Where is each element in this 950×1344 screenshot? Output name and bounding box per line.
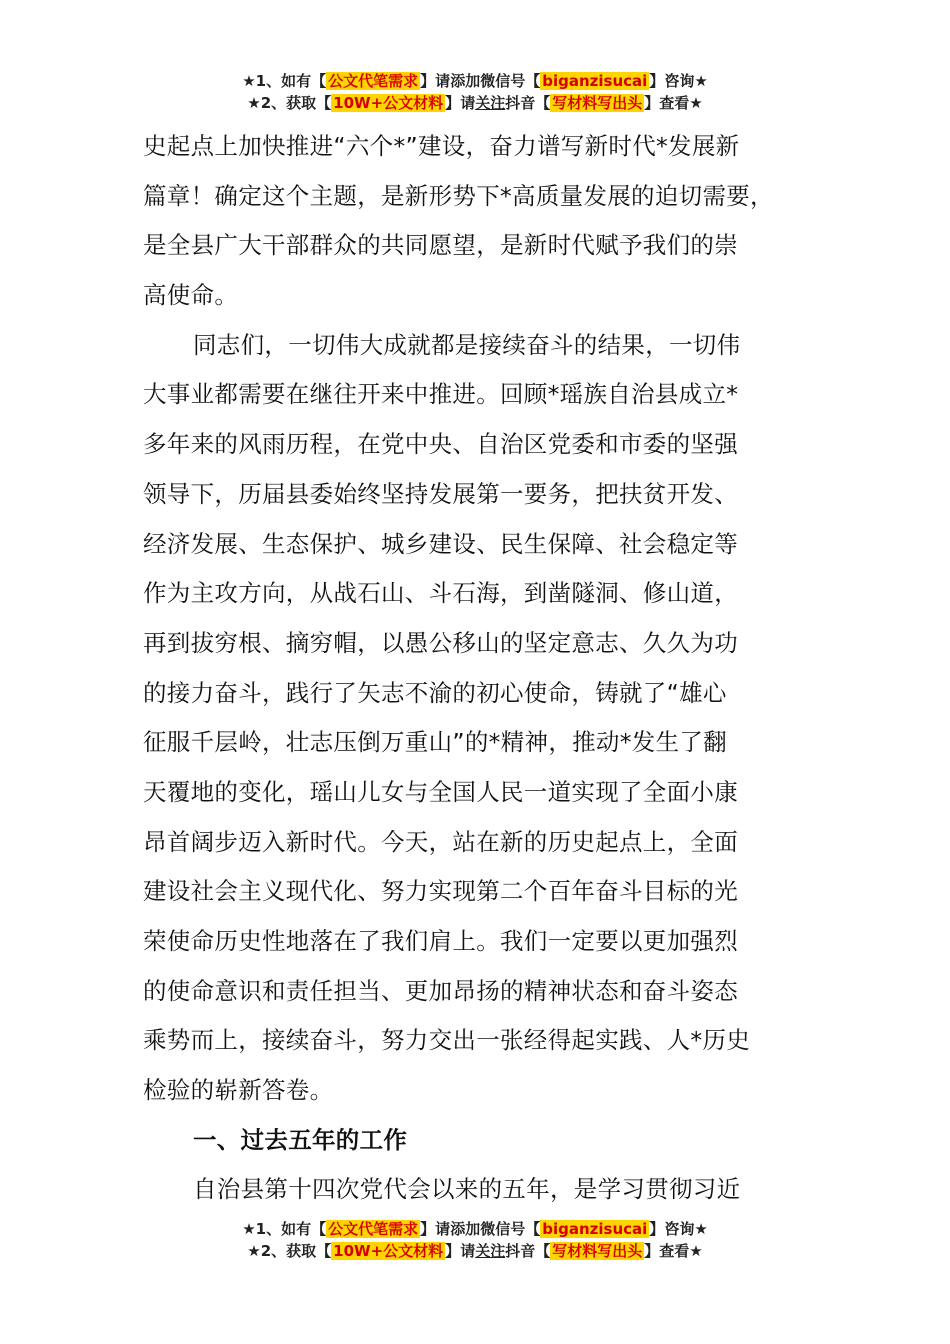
highlight-service: 公文代笔需求 [328, 1220, 419, 1238]
body-line: 领导下，历届县委始终坚持发展第一要务，把扶贫开发、 [143, 479, 738, 508]
body-line: 高使命。 [143, 281, 239, 310]
banner-text: 请 [460, 94, 476, 112]
banner-bracket: 【 [535, 94, 551, 112]
banner-bracket: 】 [445, 1242, 461, 1260]
banner-bracket: 】 [644, 1242, 660, 1260]
highlight-materials: 10W+公文材料 [333, 94, 444, 112]
highlight-wechat-id: biganzisucai [542, 1220, 648, 1238]
banner-bracket: 】 [649, 1220, 665, 1238]
highlight-service: 公文代笔需求 [328, 72, 419, 90]
body-line: 的使命意识和责任担当、更加昂扬的精神状态和奋斗姿态 [143, 976, 738, 1005]
banner-text: 咨询★ [664, 72, 708, 90]
body-line: 的接力奋斗，践行了矢志不渝的初心使命，铸就了“雄心 [143, 678, 727, 707]
body-line: 大事业都需要在继往开来中推进。回顾*瑶族自治县成立* [143, 380, 739, 409]
banner-bracket: 【 [525, 72, 541, 90]
banner-text: ★2、获取 [247, 1242, 317, 1260]
banner-line-1 [0, 1218, 950, 1240]
banner-bracket: 】 [445, 94, 461, 112]
banner-emphasis: 添加 [450, 1220, 481, 1238]
body-line: 昂首阔步迈入新时代。今天，站在新的历史起点上，全面 [143, 827, 738, 856]
body-line: 乘势而上，接续奋斗，努力交出一张经得起实践、人*历史 [143, 1026, 751, 1055]
body-line: 征服千层岭，壮志压倒万重山”的*精神，推动*发生了翻 [143, 728, 727, 757]
banner-text: ★2、获取 [247, 94, 317, 112]
banner-bracket: 】 [649, 72, 665, 90]
body-line: 再到拔穷根、摘穷帽，以愚公移山的坚定意志、久久为功 [143, 628, 738, 657]
banner-bracket: 【 [311, 1220, 327, 1238]
banner-bracket: 】 [420, 72, 436, 90]
banner-bracket: 】 [644, 94, 660, 112]
banner-bracket: 【 [316, 1242, 332, 1260]
highlight-douyin-account: 写材料写出头 [552, 1242, 643, 1260]
body-line: 自治县第十四次党代会以来的五年，是学习贯彻习近 [193, 1175, 741, 1204]
highlight-wechat-id: biganzisucai [542, 72, 648, 90]
body-line: 作为主攻方向，从战石山、斗石海，到凿隧洞、修山道， [143, 579, 738, 608]
document-body [143, 122, 823, 1215]
banner-emphasis: 添加 [450, 72, 481, 90]
body-line: 经济发展、生态保护、城乡建设、民生保障、社会稳定等 [143, 529, 738, 558]
banner-text: ★1、如有 [242, 1220, 312, 1238]
banner-text: 微信号 [480, 72, 526, 90]
banner-line-1 [0, 70, 950, 92]
banner-line-2 [0, 1240, 950, 1262]
footer-banner [0, 1218, 950, 1262]
body-line: 篇章！确定这个主题，是新形势下*高质量发展的迫切需要， [143, 181, 774, 210]
section-heading: 一、过去五年的工作 [193, 1125, 408, 1154]
banner-bracket: 】 [420, 1220, 436, 1238]
header-banner [0, 70, 950, 114]
banner-emphasis: 关注 [475, 94, 506, 112]
body-line: 建设社会主义现代化、努力实现第二个百年奋斗目标的光 [143, 877, 738, 906]
banner-emphasis: 关注 [475, 1242, 506, 1260]
body-line: 天覆地的变化，瑶山儿女与全国人民一道实现了全面小康 [143, 777, 738, 806]
banner-text: 查看★ [659, 94, 703, 112]
banner-line-2 [0, 92, 950, 114]
banner-bracket: 【 [535, 1242, 551, 1260]
body-line: 同志们，一切伟大成就都是接续奋斗的结果，一切伟 [193, 330, 741, 359]
body-line: 史起点上加快推进“六个*”建设，奋力谱写新时代*发展新 [143, 132, 740, 160]
highlight-materials: 10W+公文材料 [333, 1242, 444, 1260]
banner-text: 抖音 [505, 94, 536, 112]
banner-text: 咨询★ [664, 1220, 708, 1238]
banner-text: 查看★ [659, 1242, 703, 1260]
body-line: 检验的崭新答卷。 [143, 1076, 334, 1105]
banner-text: 请 [435, 1220, 451, 1238]
banner-text: 请 [460, 1242, 476, 1260]
body-line: 荣使命历史性地落在了我们肩上。我们一定要以更加强烈 [143, 927, 738, 955]
banner-text: 请 [435, 72, 451, 90]
banner-text: 抖音 [505, 1242, 536, 1260]
banner-bracket: 【 [525, 1220, 541, 1238]
banner-bracket: 【 [316, 94, 332, 112]
banner-text: ★1、如有 [242, 72, 312, 90]
banner-text: 微信号 [480, 1220, 526, 1238]
body-line: 是全县广大干部群众的共同愿望，是新时代赋予我们的崇 [143, 231, 738, 260]
highlight-douyin-account: 写材料写出头 [552, 94, 643, 112]
body-line: 多年来的风雨历程，在党中央、自治区党委和市委的坚强 [143, 430, 738, 459]
banner-bracket: 【 [311, 72, 327, 90]
